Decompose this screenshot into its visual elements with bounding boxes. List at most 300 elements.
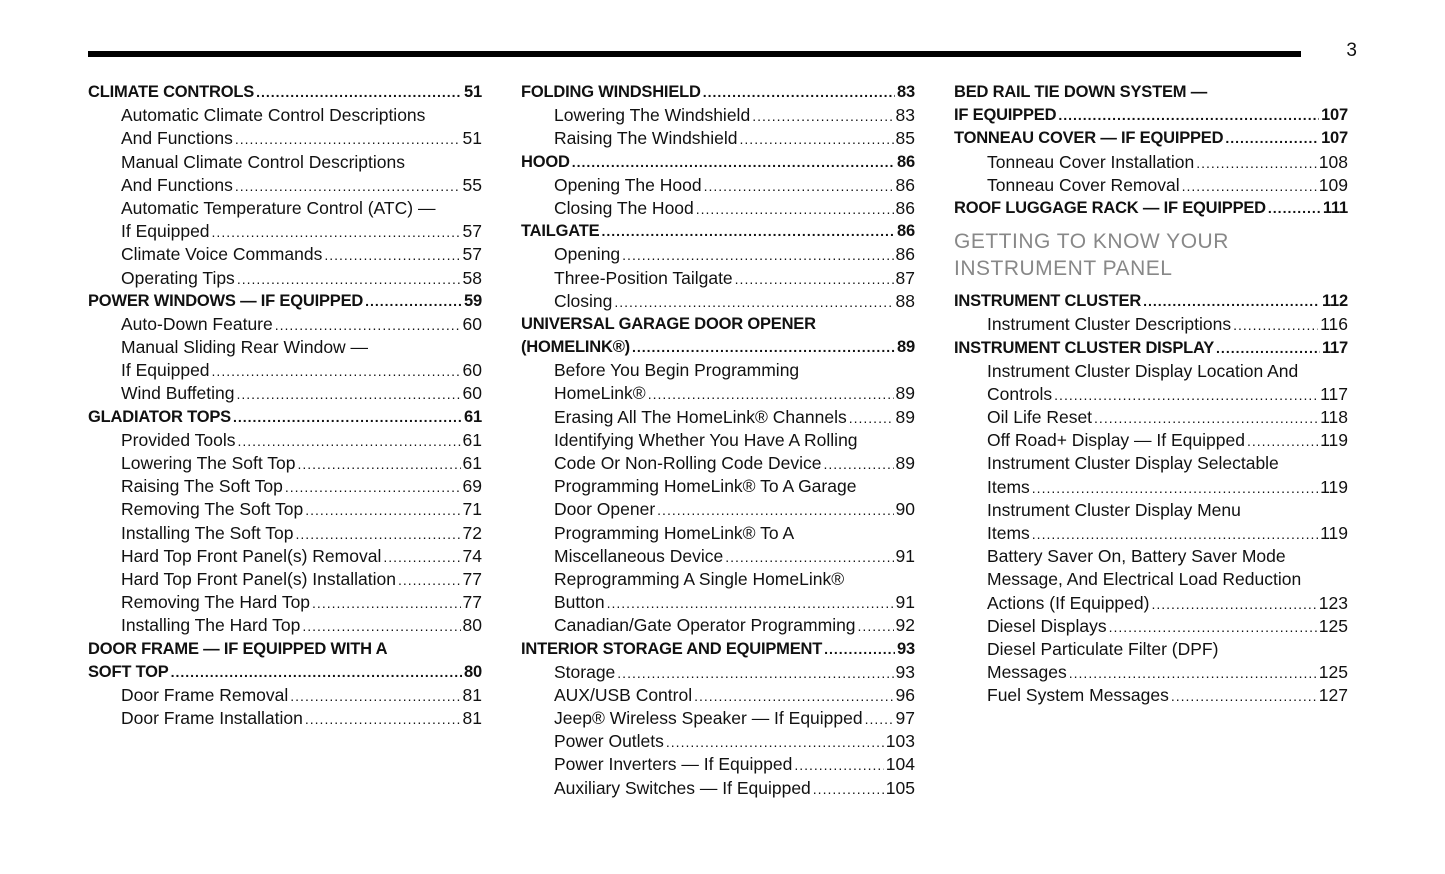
toc-entry-title: Raising The Soft Top xyxy=(121,476,283,497)
toc-entry-page: 71 xyxy=(462,499,482,520)
toc-subentry[interactable] xyxy=(954,429,1348,452)
toc-entry-title: TONNEAU COVER — IF EQUIPPED xyxy=(954,129,1224,148)
dot-leader xyxy=(237,430,460,453)
page-number: 3 xyxy=(1346,40,1357,61)
toc-entry-page: 116 xyxy=(1320,314,1348,335)
toc-entry-page: 117 xyxy=(1321,338,1348,357)
toc-entry-page: 96 xyxy=(895,684,915,705)
toc-entry-page: 74 xyxy=(462,545,482,566)
dot-leader xyxy=(1247,430,1318,453)
dot-leader xyxy=(823,453,893,476)
toc-entry-title: DOOR FRAME — IF EQUIPPED WITH A xyxy=(88,639,388,658)
toc-entry-title: Door Frame Removal xyxy=(121,684,289,705)
dot-leader xyxy=(657,499,893,522)
toc-subentry[interactable] xyxy=(521,359,915,382)
dot-leader xyxy=(1032,477,1318,500)
toc-entry-page: 103 xyxy=(885,731,915,752)
toc-entry-page: 86 xyxy=(897,152,915,171)
toc-entry-page: 57 xyxy=(462,244,482,265)
toc-subentry[interactable] xyxy=(521,243,915,266)
toc-entry-page: 86 xyxy=(895,174,915,195)
toc-subentry[interactable] xyxy=(954,499,1348,522)
toc-entry-page: 80 xyxy=(462,615,482,636)
dot-leader xyxy=(1032,523,1318,546)
toc-entry-title: Hard Top Front Panel(s) Removal xyxy=(121,545,382,566)
toc-subentry[interactable] xyxy=(521,197,915,220)
toc-section-entry[interactable] xyxy=(954,104,1348,127)
toc-subentry[interactable] xyxy=(521,568,915,591)
toc-entry-title: Messages xyxy=(987,662,1067,683)
toc-section-entry[interactable] xyxy=(88,406,482,429)
toc-section-entry[interactable] xyxy=(954,290,1348,313)
toc-entry-page: 86 xyxy=(895,244,915,265)
toc-subentry[interactable] xyxy=(954,313,1348,336)
dot-leader xyxy=(617,662,893,685)
toc-entry-title: And Functions xyxy=(121,128,233,149)
toc-column-3 xyxy=(954,81,1348,708)
toc-entry-page: 108 xyxy=(1318,151,1348,172)
dot-leader xyxy=(171,661,462,684)
toc-subentry[interactable] xyxy=(521,174,915,197)
dot-leader xyxy=(694,685,893,708)
toc-section-entry[interactable] xyxy=(88,290,482,313)
toc-subentry[interactable] xyxy=(954,476,1348,499)
dot-leader xyxy=(648,383,894,406)
toc-subentry[interactable] xyxy=(88,452,482,475)
toc-entry-page: 51 xyxy=(462,128,482,149)
dot-leader xyxy=(1182,175,1317,198)
toc-section-entry[interactable] xyxy=(521,313,915,336)
toc-entry-title: Before You Begin Programming xyxy=(554,360,800,381)
toc-section-entry[interactable] xyxy=(88,638,482,661)
toc-subentry[interactable] xyxy=(88,243,482,266)
toc-subentry[interactable] xyxy=(521,475,915,498)
toc-entry-title: Actions (If Equipped) xyxy=(987,592,1150,613)
toc-subentry[interactable] xyxy=(954,545,1348,568)
toc-subentry[interactable] xyxy=(521,777,915,800)
dot-leader xyxy=(865,708,894,731)
toc-entry-page: 89 xyxy=(895,406,915,427)
dot-leader xyxy=(324,244,460,267)
toc-subentry[interactable] xyxy=(88,498,482,521)
dot-leader xyxy=(237,383,461,406)
toc-entry-title: Power Inverters — If Equipped xyxy=(554,754,793,775)
toc-entry-page: 89 xyxy=(897,338,915,357)
dot-leader xyxy=(305,499,460,522)
toc-subentry[interactable] xyxy=(954,174,1348,197)
dot-leader xyxy=(794,754,883,777)
dot-leader xyxy=(622,244,893,267)
toc-entry-page: 127 xyxy=(1318,685,1348,706)
toc-section-entry[interactable] xyxy=(954,81,1348,104)
toc-entry-title: Three-Position Tailgate xyxy=(554,267,733,288)
toc-section-entry[interactable] xyxy=(954,337,1348,360)
toc-entry-page: 107 xyxy=(1321,129,1348,148)
toc-section-entry[interactable] xyxy=(521,220,915,243)
toc-entry-title: If Equipped xyxy=(121,221,210,242)
dot-leader xyxy=(813,778,884,801)
section-heading xyxy=(954,228,1348,282)
toc-entry-title: FOLDING WINDSHIELD xyxy=(521,83,701,101)
dot-leader xyxy=(1225,127,1319,150)
toc-subentry[interactable] xyxy=(954,661,1348,684)
toc-entry-title: IF EQUIPPED xyxy=(954,106,1057,125)
toc-entry-title: Manual Climate Control Descriptions xyxy=(121,151,405,172)
toc-entry-page: 123 xyxy=(1318,592,1348,613)
toc-entry-title: Programming HomeLink® To A xyxy=(554,522,795,543)
toc-entry-title: Automatic Temperature Control (ATC) — xyxy=(121,197,436,218)
dot-leader xyxy=(704,175,894,198)
dot-leader xyxy=(752,105,893,128)
toc-entry-page: 72 xyxy=(462,522,482,543)
toc-entry-title: Lowering The Windshield xyxy=(554,105,751,126)
dot-leader xyxy=(398,569,461,592)
dot-leader xyxy=(237,268,461,291)
toc-subentry[interactable] xyxy=(521,753,915,776)
toc-entry-title: Items xyxy=(987,476,1030,497)
toc-entry-page: 61 xyxy=(462,453,482,473)
toc-entry-page: 85 xyxy=(895,128,915,149)
toc-entry-page: 125 xyxy=(1318,662,1348,683)
toc-entry-title: Climate Voice Commands xyxy=(121,244,323,265)
toc-subentry[interactable] xyxy=(521,267,915,290)
toc-entry-page: 69 xyxy=(462,476,482,497)
toc-subentry[interactable] xyxy=(521,591,915,614)
dot-leader xyxy=(601,220,895,243)
toc-entry-page: 83 xyxy=(895,105,915,126)
toc-entry-title: Jeep® Wireless Speaker — If Equipped xyxy=(554,708,863,729)
toc-section-entry[interactable] xyxy=(88,661,482,684)
toc-entry-title: HOOD xyxy=(521,152,570,171)
toc-subentry[interactable] xyxy=(88,429,482,452)
dot-leader xyxy=(696,198,894,221)
toc-subentry[interactable] xyxy=(521,661,915,684)
toc-entry-page: 88 xyxy=(895,290,915,311)
toc-entry-title: Reprogramming A Single HomeLink® xyxy=(554,568,845,589)
toc-entry-title: Wind Buffeting xyxy=(121,383,235,404)
toc-entry-page: 111 xyxy=(1322,198,1348,217)
toc-entry-page: 61 xyxy=(462,429,482,450)
dot-leader xyxy=(296,523,461,546)
toc-entry-title: Diesel Displays xyxy=(987,615,1107,636)
toc-entry-title: Diesel Particulate Filter (DPF) xyxy=(987,638,1219,659)
dot-leader xyxy=(1216,337,1320,360)
toc-subentry[interactable] xyxy=(521,104,915,127)
toc-subentry[interactable] xyxy=(521,522,915,545)
toc-entry-page: 81 xyxy=(462,708,482,729)
toc-entry-page: 112 xyxy=(1321,292,1348,311)
dot-leader xyxy=(1058,104,1319,127)
toc-entry-title: Controls xyxy=(987,383,1053,404)
dot-leader xyxy=(305,708,461,731)
dot-leader xyxy=(235,128,461,151)
toc-subentry[interactable] xyxy=(954,615,1348,638)
toc-entry-page: 59 xyxy=(464,291,482,310)
toc-section-entry[interactable] xyxy=(954,127,1348,150)
toc-subentry[interactable] xyxy=(954,522,1348,545)
toc-subentry[interactable] xyxy=(88,382,482,405)
toc-entry-title: Storage xyxy=(554,661,616,682)
dot-leader xyxy=(666,731,884,754)
toc-entry-title: Manual Sliding Rear Window — xyxy=(121,337,369,358)
toc-entry-title: Items xyxy=(987,523,1030,543)
toc-subentry[interactable] xyxy=(88,220,482,243)
toc-entry-title: (HOMELINK®) xyxy=(521,338,630,357)
dot-leader xyxy=(824,638,895,661)
toc-entry-page: 60 xyxy=(462,360,482,381)
dot-leader xyxy=(1268,197,1321,220)
toc-column-1 xyxy=(88,81,482,730)
toc-entry-page: 80 xyxy=(464,662,482,681)
dot-leader xyxy=(1109,616,1317,639)
dot-leader xyxy=(1094,407,1318,430)
toc-entry-title: Door Opener xyxy=(554,499,656,520)
toc-entry-title: ROOF LUGGAGE RACK — IF EQUIPPED xyxy=(954,198,1266,217)
toc-entry-title: Installing The Soft Top xyxy=(121,522,294,543)
toc-entry-title: INSTRUMENT CLUSTER xyxy=(954,292,1142,311)
toc-entry-title: Provided Tools xyxy=(121,429,236,450)
toc-subentry[interactable] xyxy=(88,336,482,359)
dot-leader xyxy=(212,221,461,244)
toc-entry-page: 125 xyxy=(1318,615,1348,636)
toc-entry-page: 83 xyxy=(897,83,915,101)
toc-subentry[interactable] xyxy=(88,267,482,290)
toc-subentry[interactable] xyxy=(521,382,915,405)
dot-leader xyxy=(1171,685,1317,708)
dot-leader xyxy=(233,406,462,429)
toc-entry-title: BED RAIL TIE DOWN SYSTEM — xyxy=(954,83,1208,101)
toc-entry-page: 86 xyxy=(895,197,915,218)
toc-section-entry[interactable] xyxy=(521,336,915,359)
toc-entry-title: CLIMATE CONTROLS xyxy=(88,83,255,101)
dot-leader xyxy=(256,81,462,104)
toc-entry-title: POWER WINDOWS — IF EQUIPPED xyxy=(88,291,364,310)
toc-entry-page: 58 xyxy=(462,267,482,288)
dot-leader xyxy=(285,476,461,499)
section-heading-line: GETTING TO KNOW YOUR xyxy=(954,230,1229,254)
toc-entry-title: Raising The Windshield xyxy=(554,128,738,149)
toc-subentry[interactable] xyxy=(88,359,482,382)
toc-entry-title: Door Frame Installation xyxy=(121,708,303,729)
toc-subentry[interactable] xyxy=(88,707,482,730)
toc-entry-page: 105 xyxy=(885,777,915,798)
toc-entry-title: Canadian/Gate Operator Programming xyxy=(554,615,856,636)
section-heading-line: INSTRUMENT PANEL xyxy=(954,257,1173,281)
toc-entry-page: 93 xyxy=(897,639,915,658)
dot-leader xyxy=(365,290,462,313)
dot-leader xyxy=(1233,314,1318,337)
toc-entry-title: SOFT TOP xyxy=(88,662,169,681)
toc-entry-title: Message, And Electrical Load Reduction xyxy=(987,569,1302,590)
toc-subentry[interactable] xyxy=(88,174,482,197)
toc-entry-title: Removing The Soft Top xyxy=(121,499,304,520)
dot-leader xyxy=(725,546,893,569)
header-rule xyxy=(88,51,1301,57)
toc-subentry[interactable] xyxy=(88,127,482,150)
toc-subentry[interactable] xyxy=(521,730,915,753)
toc-subentry[interactable] xyxy=(88,568,482,591)
toc-subentry[interactable] xyxy=(954,638,1348,661)
toc-entry-title: Opening xyxy=(554,244,621,265)
toc-section-entry[interactable] xyxy=(521,151,915,174)
toc-entry-title: Oil Life Reset xyxy=(987,407,1093,428)
dot-leader xyxy=(607,592,894,615)
toc-section-entry[interactable] xyxy=(88,81,482,104)
dot-leader xyxy=(703,81,895,104)
toc-subentry[interactable] xyxy=(88,545,482,568)
toc-subentry[interactable] xyxy=(88,684,482,707)
dot-leader xyxy=(312,592,460,615)
toc-subentry[interactable] xyxy=(88,151,482,174)
toc-entry-title: Off Road+ Display — If Equipped xyxy=(987,430,1245,451)
dot-leader xyxy=(212,360,461,383)
toc-entry-title: Programming HomeLink® To A Garage xyxy=(554,476,857,497)
dot-leader xyxy=(1196,152,1317,175)
toc-entry-title: TAILGATE xyxy=(521,222,600,241)
toc-subentry[interactable] xyxy=(521,406,915,429)
toc-entry-page: 117 xyxy=(1320,383,1348,404)
toc-entry-page: 57 xyxy=(462,221,482,242)
dot-leader xyxy=(740,128,894,151)
dot-leader xyxy=(614,291,893,314)
dot-leader xyxy=(302,615,460,638)
toc-entry-page: 104 xyxy=(885,754,915,775)
toc-entry-title: Erasing All The HomeLink® Channels xyxy=(554,406,847,427)
toc-entry-page: 77 xyxy=(462,568,482,589)
toc-entry-title: Closing xyxy=(554,290,613,311)
toc-entry-title: Operating Tips xyxy=(121,267,235,288)
toc-subentry[interactable] xyxy=(954,383,1348,406)
toc-entry-page: 89 xyxy=(895,383,915,404)
toc-entry-page: 60 xyxy=(462,383,482,404)
toc-entry-page: 97 xyxy=(895,708,915,729)
toc-entry-title: Instrument Cluster Descriptions xyxy=(987,314,1232,335)
toc-entry-title: Miscellaneous Device xyxy=(554,545,724,566)
toc-section-entry[interactable] xyxy=(521,81,915,104)
toc-subentry[interactable] xyxy=(954,684,1348,707)
toc-entry-title: HomeLink® xyxy=(554,383,646,404)
toc-subentry[interactable] xyxy=(521,498,915,521)
toc-subentry[interactable] xyxy=(521,684,915,707)
toc-entry-title: If Equipped xyxy=(121,360,210,381)
toc-entry-page: 119 xyxy=(1320,430,1348,451)
toc-subentry[interactable] xyxy=(521,290,915,313)
toc-entry-title: Closing The Hood xyxy=(554,197,694,218)
toc-entry-page: 118 xyxy=(1320,407,1348,428)
toc-subentry[interactable] xyxy=(954,151,1348,174)
toc-entry-title: And Functions xyxy=(121,174,233,195)
toc-entry-title: Auto-Down Feature xyxy=(121,313,273,334)
toc-subentry[interactable] xyxy=(521,707,915,730)
toc-entry-title: Battery Saver On, Battery Saver Mode xyxy=(987,546,1286,567)
dot-leader xyxy=(235,175,461,198)
toc-entry-page: 91 xyxy=(895,592,915,613)
dot-leader xyxy=(383,546,460,569)
toc-entry-title: Instrument Cluster Display Selectable xyxy=(987,453,1279,474)
toc-subentry[interactable] xyxy=(88,522,482,545)
toc-entry-title: Removing The Hard Top xyxy=(121,592,311,613)
toc-entry-title: Hard Top Front Panel(s) Installation xyxy=(121,568,396,589)
dot-leader xyxy=(275,314,461,337)
toc-subentry[interactable] xyxy=(521,452,915,475)
toc-subentry[interactable] xyxy=(88,313,482,336)
toc-subentry[interactable] xyxy=(954,406,1348,429)
dot-leader xyxy=(858,615,894,638)
toc-entry-page: 89 xyxy=(895,453,915,473)
toc-entry-page: 107 xyxy=(1321,106,1348,125)
toc-entry-title: Identifying Whether You Have A Rolling xyxy=(554,429,858,450)
toc-entry-page: 86 xyxy=(897,222,915,241)
toc-entry-title: Power Outlets xyxy=(554,731,664,752)
toc-entry-title: Instrument Cluster Display Location And xyxy=(987,360,1299,381)
dot-leader xyxy=(297,453,460,476)
toc-entry-title: Code Or Non-Rolling Code Device xyxy=(554,453,822,473)
toc-entry-title: GLADIATOR TOPS xyxy=(88,407,231,426)
dot-leader xyxy=(1151,593,1316,616)
toc-entry-title: INSTRUMENT CLUSTER DISPLAY xyxy=(954,338,1215,357)
toc-subentry[interactable] xyxy=(88,591,482,614)
toc-subentry[interactable] xyxy=(954,568,1348,591)
toc-entry-page: 91 xyxy=(895,545,915,566)
toc-entry-page: 60 xyxy=(462,313,482,334)
dot-leader xyxy=(735,268,894,291)
toc-entry-page: 93 xyxy=(895,661,915,682)
dot-leader xyxy=(632,336,895,359)
toc-subentry[interactable] xyxy=(88,197,482,220)
toc-subentry[interactable] xyxy=(88,475,482,498)
dot-leader xyxy=(572,151,895,174)
toc-entry-title: INTERIOR STORAGE AND EQUIPMENT xyxy=(521,639,823,658)
toc-subentry[interactable] xyxy=(88,614,482,637)
toc-subentry[interactable] xyxy=(521,127,915,150)
toc-subentry[interactable] xyxy=(954,360,1348,383)
toc-entry-page: 61 xyxy=(464,407,482,426)
toc-entry-title: Button xyxy=(554,592,605,613)
toc-entry-page: 77 xyxy=(462,592,482,613)
toc-entry-title: Tonneau Cover Installation xyxy=(987,151,1195,172)
toc-entry-page: 119 xyxy=(1320,523,1348,543)
toc-entry-title: Lowering The Soft Top xyxy=(121,453,296,473)
toc-entry-page: 55 xyxy=(462,174,482,195)
toc-subentry[interactable] xyxy=(521,614,915,637)
toc-entry-page: 87 xyxy=(895,267,915,288)
toc-subentry[interactable] xyxy=(521,429,915,452)
toc-entry-page: 51 xyxy=(464,83,482,101)
toc-entry-page: 90 xyxy=(895,499,915,520)
toc-entry-title: Fuel System Messages xyxy=(987,685,1169,706)
toc-entry-title: Instrument Cluster Display Menu xyxy=(987,499,1241,520)
toc-entry-page: 92 xyxy=(895,615,915,636)
toc-subentry[interactable] xyxy=(954,592,1348,615)
toc-entry-title: AUX/USB Control xyxy=(554,684,693,705)
toc-entry-title: Automatic Climate Control Descriptions xyxy=(121,105,426,126)
toc-entry-title: Installing The Hard Top xyxy=(121,615,301,636)
toc-section-entry[interactable] xyxy=(521,638,915,661)
toc-column-2 xyxy=(521,81,915,800)
toc-subentry[interactable] xyxy=(521,545,915,568)
toc-subentry[interactable] xyxy=(88,104,482,127)
toc-subentry[interactable] xyxy=(954,452,1348,475)
toc-entry-title: Auxiliary Switches — If Equipped xyxy=(554,777,811,798)
toc-section-entry[interactable] xyxy=(954,197,1348,220)
dot-leader xyxy=(1069,662,1317,685)
toc-entry-page: 81 xyxy=(462,684,482,705)
dot-leader xyxy=(290,685,460,708)
toc-entry-title: UNIVERSAL GARAGE DOOR OPENER xyxy=(521,314,816,333)
dot-leader xyxy=(849,407,894,430)
toc-entry-page: 119 xyxy=(1320,476,1348,497)
dot-leader xyxy=(1054,384,1318,407)
